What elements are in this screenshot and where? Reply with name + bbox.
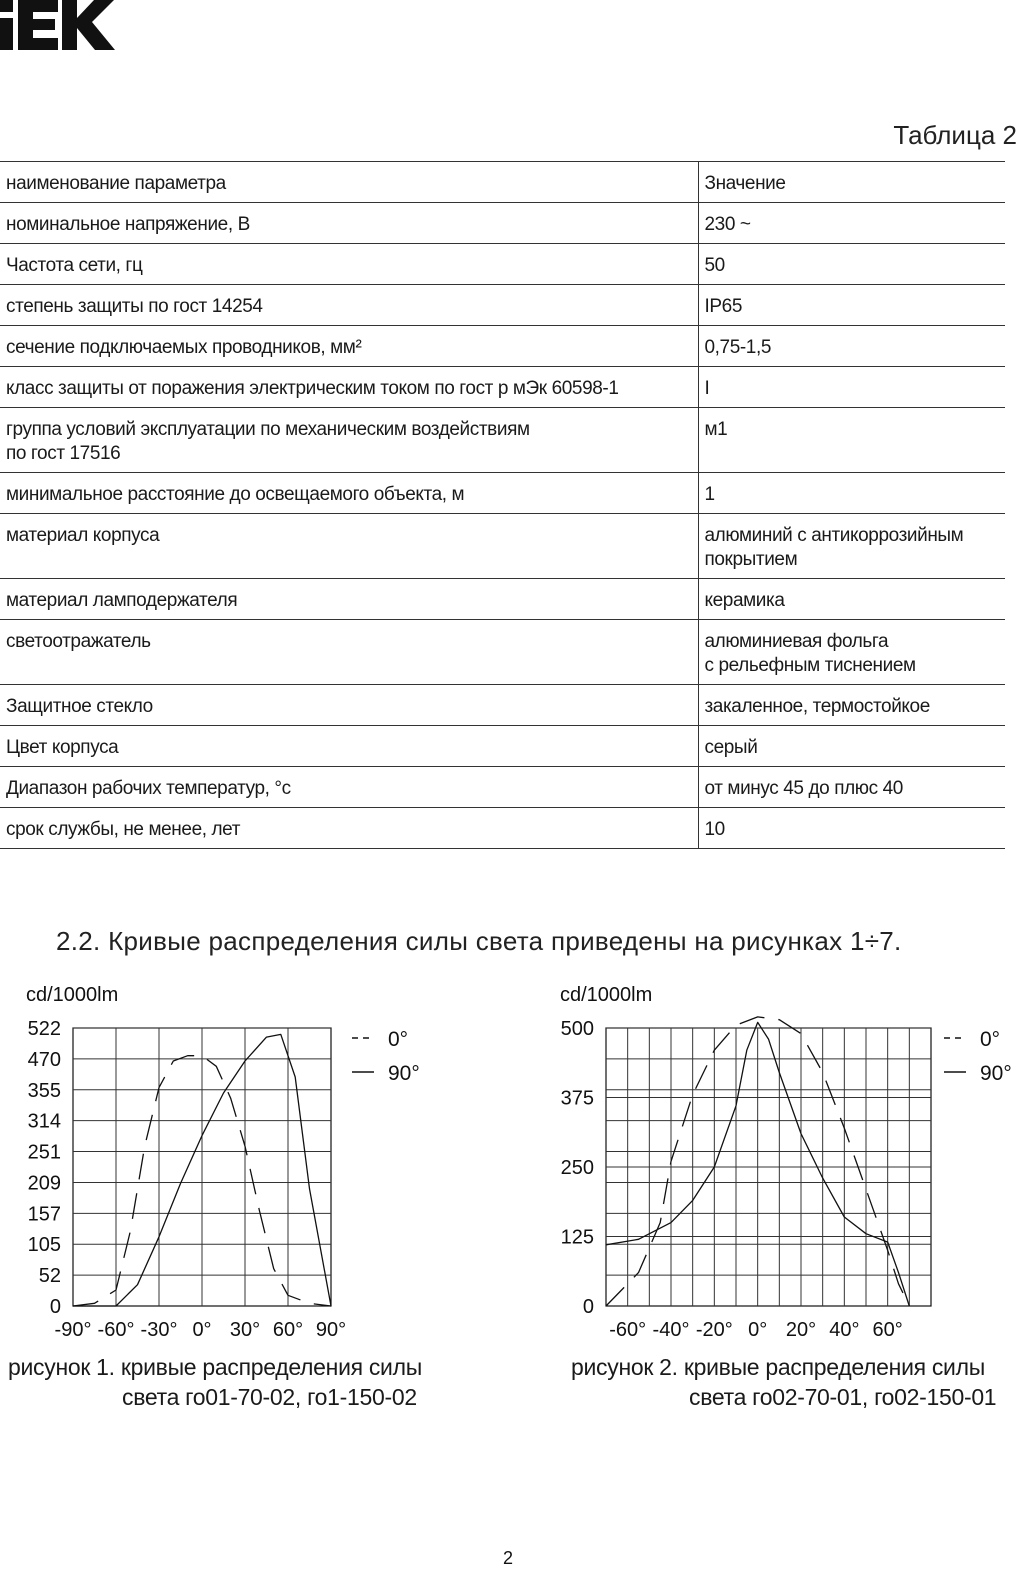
parameter-value-cell: 10: [698, 808, 1005, 849]
y-tick-label: 105: [27, 1234, 61, 1257]
table-row: [0, 767, 1005, 808]
y-tick-label: 375: [560, 1087, 594, 1110]
x-tick-label: -40°: [652, 1319, 690, 1341]
x-tick-label: 30°: [229, 1319, 261, 1341]
y-tick-label: 157: [27, 1203, 61, 1226]
table-row: [0, 367, 1005, 408]
parameter-value-cell: м1: [698, 408, 1005, 473]
page-number: 2: [503, 1548, 514, 1568]
parameter-name-cell: Защитное стекло: [0, 685, 698, 726]
figure-1-caption-line2: света го01-70-02, го1-150-02: [122, 1384, 417, 1410]
x-tick-label: 60°: [872, 1319, 903, 1341]
parameters-table: [0, 161, 1005, 849]
parameter-name-cell: степень защиты по гост 14254: [0, 285, 698, 326]
figure-2-caption-line2: света го02-70-01, го02-150-01: [689, 1384, 997, 1410]
y-tick-label: 52: [38, 1265, 61, 1288]
y-tick-label: 355: [27, 1079, 61, 1102]
y-tick-label: 522: [27, 1018, 61, 1040]
parameter-name-cell: класс защиты от поражения электрическим током по гост р мЭк 60598-1: [0, 367, 698, 408]
table-caption: Таблица 2: [893, 120, 1017, 150]
parameter-name-cell: Частота сети, гц: [0, 244, 698, 285]
legend-label: 0°: [980, 1028, 1001, 1051]
parameter-value-cell: керамика: [698, 579, 1005, 620]
y-tick-label: 470: [27, 1048, 61, 1071]
x-tick-label: 90°: [315, 1319, 347, 1341]
y-axis-label: cd/1000lm: [26, 984, 119, 1006]
parameter-value-cell: алюминий с антикоррозийным покрытием: [698, 514, 1005, 579]
parameter-name-cell: Цвет корпуса: [0, 726, 698, 767]
y-tick-label: 251: [27, 1141, 61, 1164]
parameter-value-cell: Значение: [698, 162, 1005, 203]
parameter-name-cell: материал ламподержателя: [0, 579, 698, 620]
y-tick-label: 209: [27, 1172, 61, 1195]
chart-2-svg: [540, 975, 1020, 1350]
parameter-name-cell: Диапазон рабочих температур, °с: [0, 767, 698, 808]
section-title: 2.2. Кривые распределения силы света приведены на рисунках 1÷7.: [56, 926, 902, 956]
legend-label: 0°: [388, 1028, 409, 1051]
chart-1-svg: [0, 975, 450, 1350]
figure-1-caption-line1: рисунок 1. кривые распределения силы: [8, 1354, 422, 1380]
table-row: [0, 408, 1005, 473]
parameter-value-cell: закаленное, термостойкое: [698, 685, 1005, 726]
table-row: [0, 726, 1005, 767]
y-tick-label: 250: [560, 1157, 594, 1179]
parameter-name-cell: номинальное напряжение, В: [0, 203, 698, 244]
parameter-name-cell: светоотражатель: [0, 620, 698, 685]
parameter-name-cell: срок службы, не менее, лет: [0, 808, 698, 849]
legend-label: 90°: [980, 1062, 1012, 1085]
parameter-value-cell: серый: [698, 726, 1005, 767]
x-tick-label: 0°: [192, 1319, 212, 1341]
x-tick-label: -20°: [695, 1319, 733, 1341]
parameter-name-cell: материал корпуса: [0, 514, 698, 579]
chart-figure-2: [540, 975, 1020, 1350]
legend-label: 90°: [388, 1062, 420, 1085]
parameter-value-cell: от минус 45 до плюс 40: [698, 767, 1005, 808]
y-tick-label: 125: [560, 1226, 594, 1249]
x-tick-label: -90°: [54, 1319, 92, 1341]
table-row: [0, 326, 1005, 367]
parameter-name-cell: группа условий эксплуатации по механическим воздействиям по гост 17516: [0, 408, 698, 473]
y-tick-label: 0: [49, 1296, 61, 1318]
parameter-name-cell: наименование параметра: [0, 162, 698, 203]
x-tick-label: -30°: [140, 1319, 178, 1341]
table-row: [0, 579, 1005, 620]
parameter-name-cell: сечение подключаемых проводников, мм²: [0, 326, 698, 367]
table-row: [0, 203, 1005, 244]
table-row: [0, 685, 1005, 726]
x-tick-label: 20°: [785, 1319, 817, 1341]
parameter-value-cell: алюминиевая фольга с рельефным тиснением: [698, 620, 1005, 685]
table-row: [0, 620, 1005, 685]
x-tick-label: -60°: [609, 1319, 647, 1341]
y-tick-label: 314: [27, 1110, 61, 1133]
table-row: [0, 285, 1005, 326]
parameter-value-cell: I: [698, 367, 1005, 408]
x-tick-label: 40°: [829, 1319, 860, 1341]
table-row: [0, 244, 1005, 285]
parameter-value-cell: 50: [698, 244, 1005, 285]
parameter-value-cell: 1: [698, 473, 1005, 514]
figure-2-caption-line1: рисунок 2. кривые распределения силы: [571, 1354, 985, 1380]
y-axis-label: cd/1000lm: [560, 984, 653, 1006]
table-row: [0, 162, 1005, 203]
x-tick-label: 60°: [272, 1319, 304, 1341]
parameter-name-cell: минимальное расстояние до освещаемого объекта, м: [0, 473, 698, 514]
x-tick-label: 0°: [748, 1319, 768, 1341]
table-row: [0, 808, 1005, 849]
parameter-value-cell: IP65: [698, 285, 1005, 326]
y-tick-label: 0: [582, 1296, 594, 1318]
parameter-value-cell: 0,75-1,5: [698, 326, 1005, 367]
table-row: [0, 514, 1005, 579]
iek-logo: [0, 0, 116, 56]
x-tick-label: -60°: [97, 1319, 135, 1341]
table-row: [0, 473, 1005, 514]
parameter-value-cell: 230 ~: [698, 203, 1005, 244]
y-tick-label: 500: [560, 1018, 594, 1040]
chart-figure-1: [0, 975, 450, 1350]
